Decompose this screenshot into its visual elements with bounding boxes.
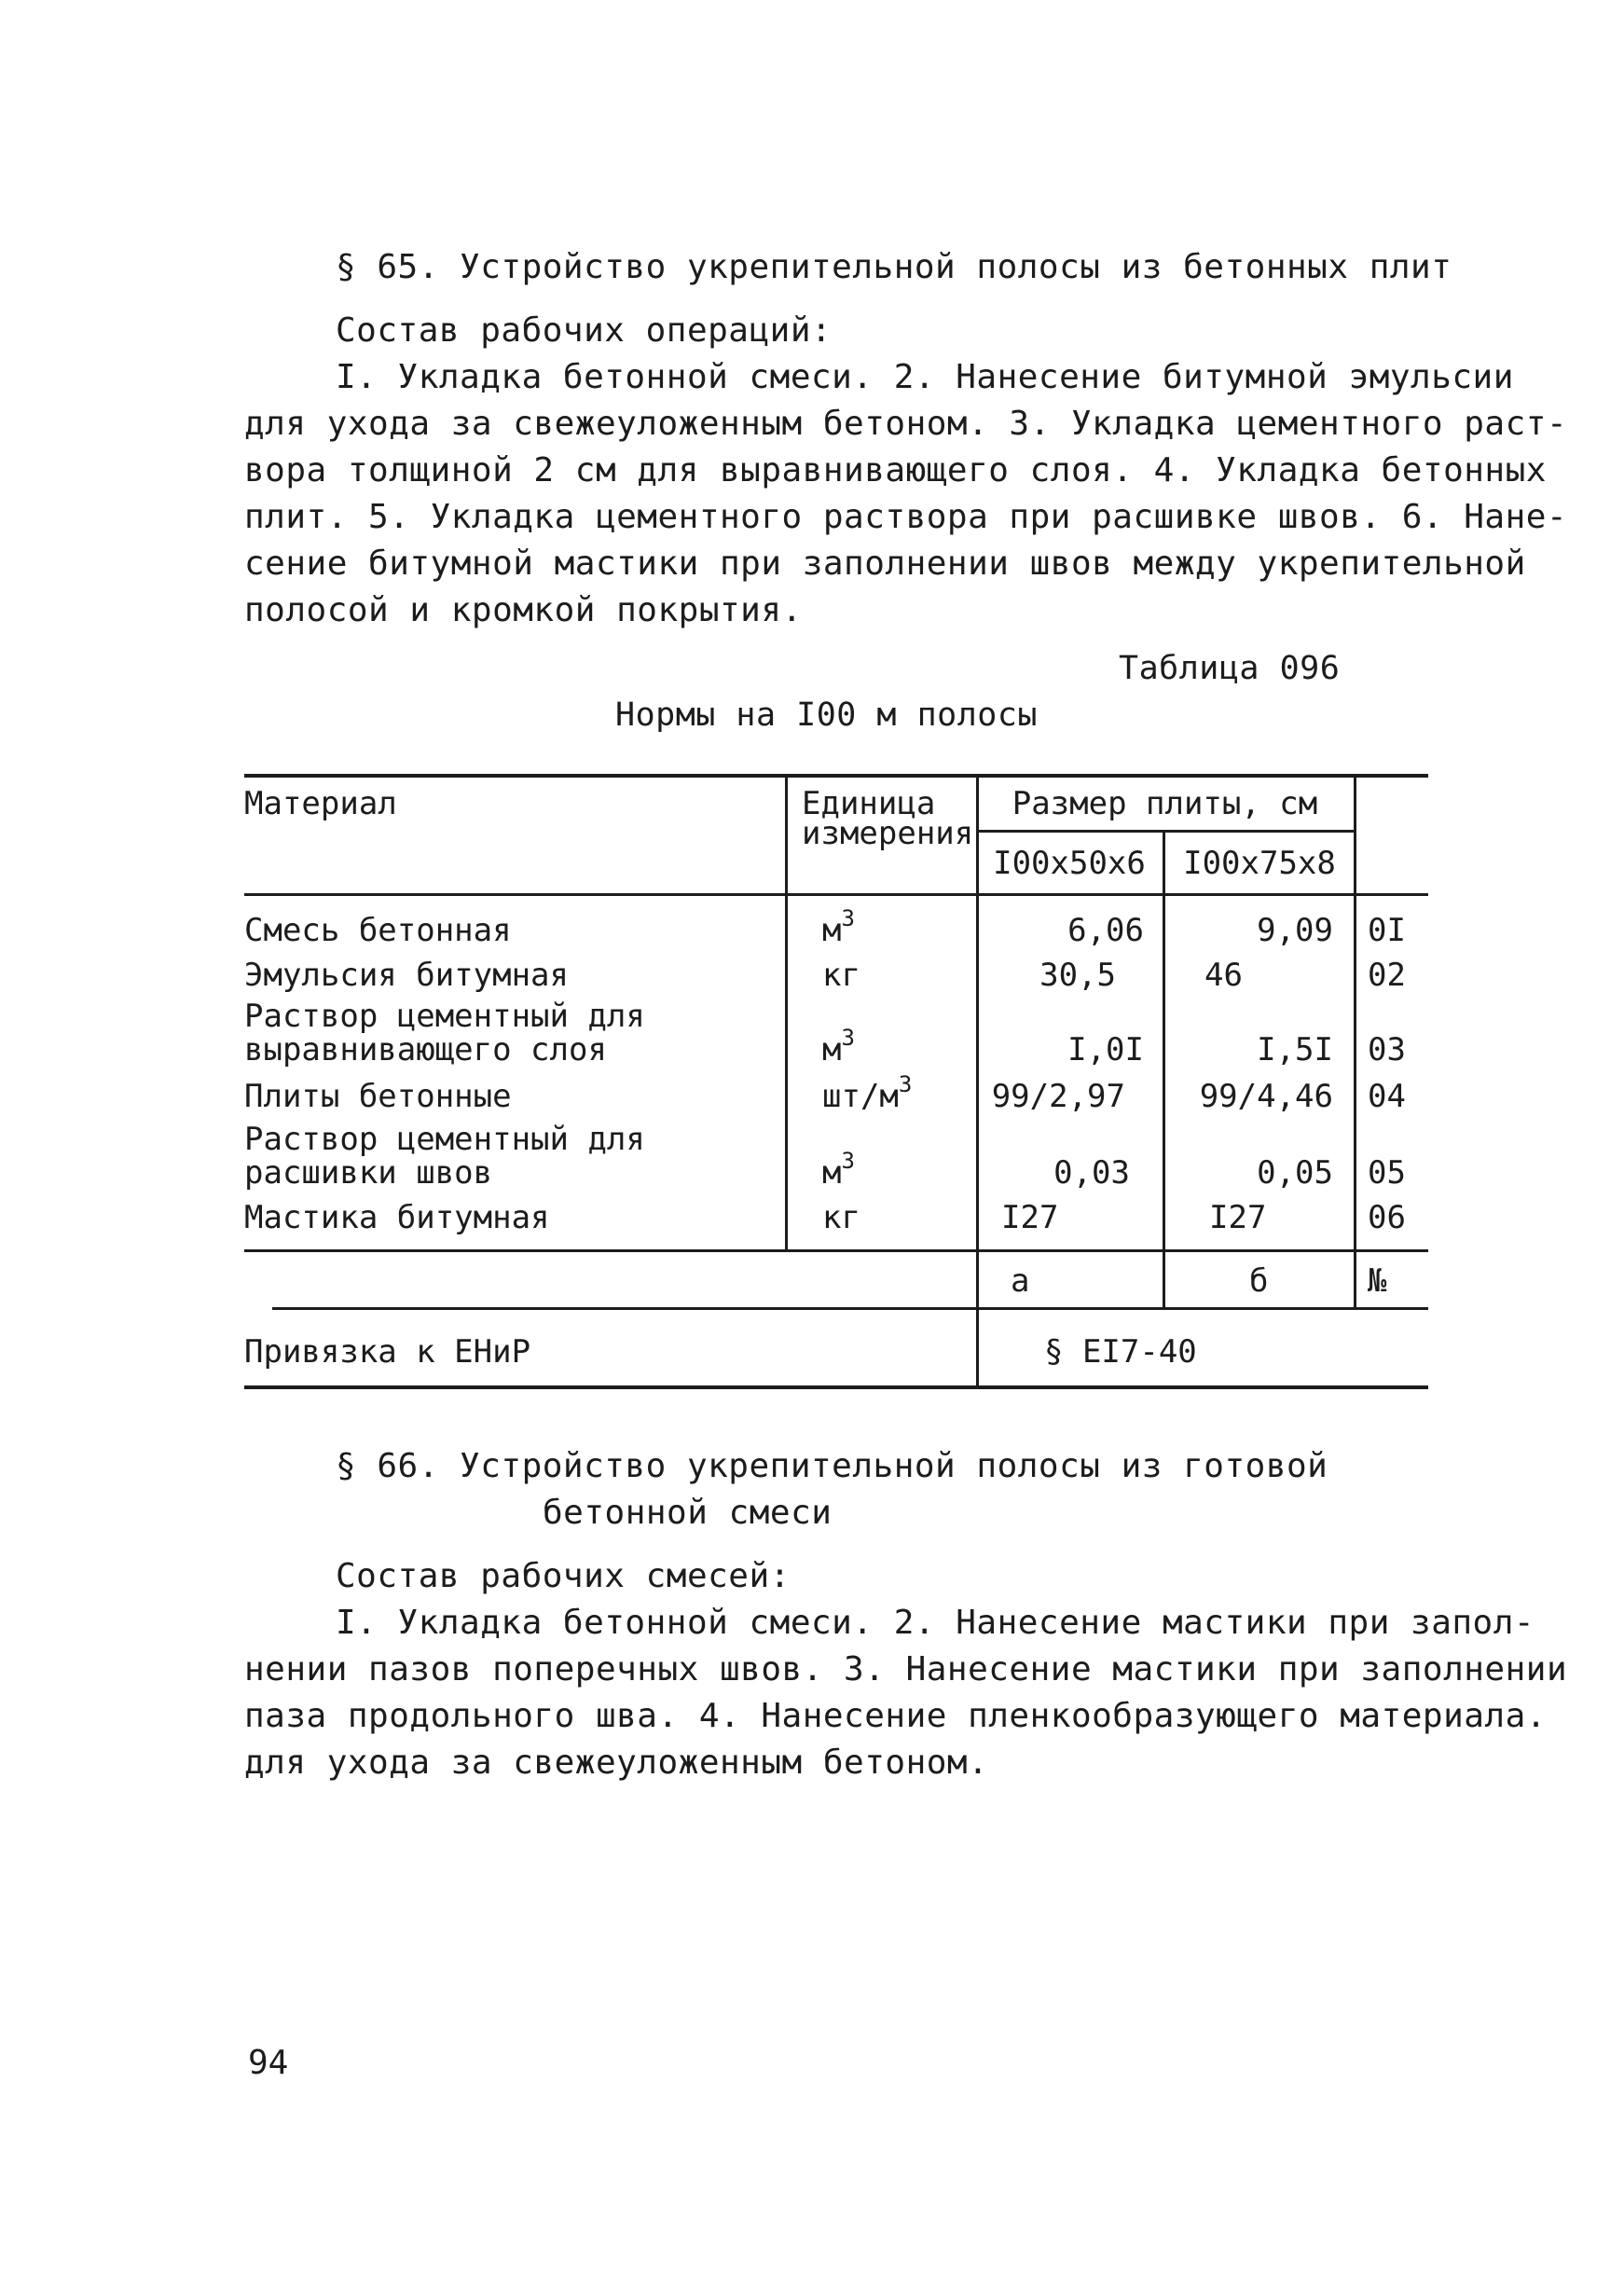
row-4-unit: $шт/м^3$ bbox=[822, 1070, 913, 1115]
row-5-value-a: 0,03 bbox=[1053, 1154, 1130, 1192]
row-1-value-a: 6,06 bbox=[1067, 912, 1144, 949]
row-3-value-a: I,0I bbox=[1067, 1031, 1144, 1068]
row-4-value-b: 99/4,46 bbox=[1199, 1078, 1333, 1115]
header-unit-line1: Единица bbox=[802, 785, 936, 822]
binding-label: Привязка к ЕНиР bbox=[244, 1333, 531, 1371]
header-size-b: I00x75x8 bbox=[1183, 845, 1336, 882]
section-65-line-4: плит. 5. Укладка цементного раствора при расшивке швов. 6. Нане- bbox=[244, 498, 1568, 536]
footer-col-b: б bbox=[1249, 1262, 1269, 1300]
row-2-value-b: 46 bbox=[1204, 957, 1243, 994]
section-66-line-2: нении пазов поперечных швов. 3. Нанесение мастики при заполнении bbox=[244, 1650, 1568, 1688]
row-1-unit: $м^3$ bbox=[822, 904, 855, 949]
section-65-line-3: вора толщиной 2 см для выравнивающего слоя. 4. Укладка бетонных bbox=[244, 451, 1547, 489]
header-material: Материал bbox=[244, 785, 397, 822]
row-6-code: 06 bbox=[1368, 1199, 1406, 1236]
header-size-a: I00x50x6 bbox=[993, 845, 1146, 882]
section-66-line-4: для ухода за свежеуложенным бетоном. bbox=[244, 1744, 989, 1782]
section-65-title: § 65. Устройство укрепительной полосы из бетонных плит bbox=[336, 248, 1452, 286]
page-number: 94 bbox=[248, 2044, 289, 2082]
section-66-title-line2: бетонной смеси bbox=[543, 1494, 833, 1532]
row-3-code: 03 bbox=[1368, 1031, 1406, 1068]
row-6-value-b: I27 bbox=[1209, 1199, 1267, 1236]
norms-table bbox=[244, 774, 1428, 1399]
footer-cols-rule bbox=[272, 1307, 1428, 1310]
body-bottom-rule bbox=[244, 1249, 1428, 1252]
row-2-material: Эмульсия битумная bbox=[244, 957, 569, 994]
table-bottom-rule bbox=[244, 1385, 1428, 1389]
footer-col-a: а bbox=[1011, 1262, 1030, 1300]
row-5-value-b: 0,05 bbox=[1257, 1154, 1333, 1192]
header-size: Размер плиты, см bbox=[1012, 785, 1318, 822]
section-65-line-5: сение битумной мастики при заполнении швов между укрепительной bbox=[244, 544, 1526, 583]
row-5-code: 05 bbox=[1368, 1154, 1406, 1192]
row-2-value-a: 30,5 bbox=[1039, 957, 1116, 994]
section-66-composition-label: Состав рабочих смесей: bbox=[336, 1557, 791, 1595]
section-66-line-1: I. Укладка бетонной смеси. 2. Нанесение мастики при запол- bbox=[336, 1604, 1535, 1642]
row-6-unit: кг bbox=[822, 1199, 860, 1236]
row-5-material-line1: Раствор цементный для bbox=[244, 1121, 645, 1158]
row-4-code: 04 bbox=[1368, 1078, 1406, 1115]
section-66-line-3: паза продольного шва. 4. Нанесение пленкообразующего материала. bbox=[244, 1697, 1547, 1735]
col-divider-b bbox=[1163, 830, 1165, 1309]
row-6-material: Мастика битумная bbox=[244, 1199, 550, 1236]
section-65-line-2: для ухода за свежеуложенным бетоном. 3. Укладка цементного раст- bbox=[244, 405, 1568, 443]
row-6-value-a: I27 bbox=[1001, 1199, 1059, 1236]
row-3-material-line1: Раствор цементный для bbox=[244, 998, 645, 1035]
footer-col-num: № bbox=[1368, 1262, 1387, 1300]
table-number: Таблица 096 bbox=[1119, 650, 1341, 687]
row-2-unit: кг bbox=[822, 957, 860, 994]
section-65-line-6: полосой и кромкой покрытия. bbox=[244, 591, 803, 629]
header-bottom-rule bbox=[244, 893, 1428, 896]
table-caption: Нормы на I00 м полосы bbox=[615, 696, 1039, 734]
row-1-value-b: 9,09 bbox=[1257, 912, 1333, 949]
section-65-line-1: I. Укладка бетонной смеси. 2. Нанесение битумной эмульсии bbox=[336, 358, 1514, 396]
header-unit-line2: измерения bbox=[802, 815, 974, 852]
binding-value: § EI7-40 bbox=[1044, 1333, 1197, 1371]
row-3-unit: $м^3$ bbox=[822, 1024, 855, 1068]
row-1-material: Смесь бетонная bbox=[244, 912, 512, 949]
section-66-title-line1: § 66. Устройство укрепительной полосы из готовой bbox=[336, 1447, 1328, 1485]
row-4-material: Плиты бетонные bbox=[244, 1078, 512, 1115]
row-3-value-b: I,5I bbox=[1257, 1031, 1333, 1068]
row-5-unit: $м^3$ bbox=[822, 1147, 855, 1192]
col-divider-code bbox=[1354, 774, 1356, 1309]
col-divider-unit bbox=[785, 774, 788, 1251]
row-4-value-a: 99/2,97 bbox=[991, 1078, 1125, 1115]
section-65-composition-label: Состав рабочих операций: bbox=[336, 311, 833, 350]
row-2-code: 02 bbox=[1368, 957, 1406, 994]
row-1-code: 0I bbox=[1368, 912, 1406, 949]
row-5-material-line2: расшивки швов bbox=[244, 1154, 493, 1192]
table-top-rule bbox=[244, 774, 1428, 778]
row-3-material-line2: выравнивающего слоя bbox=[244, 1031, 607, 1068]
